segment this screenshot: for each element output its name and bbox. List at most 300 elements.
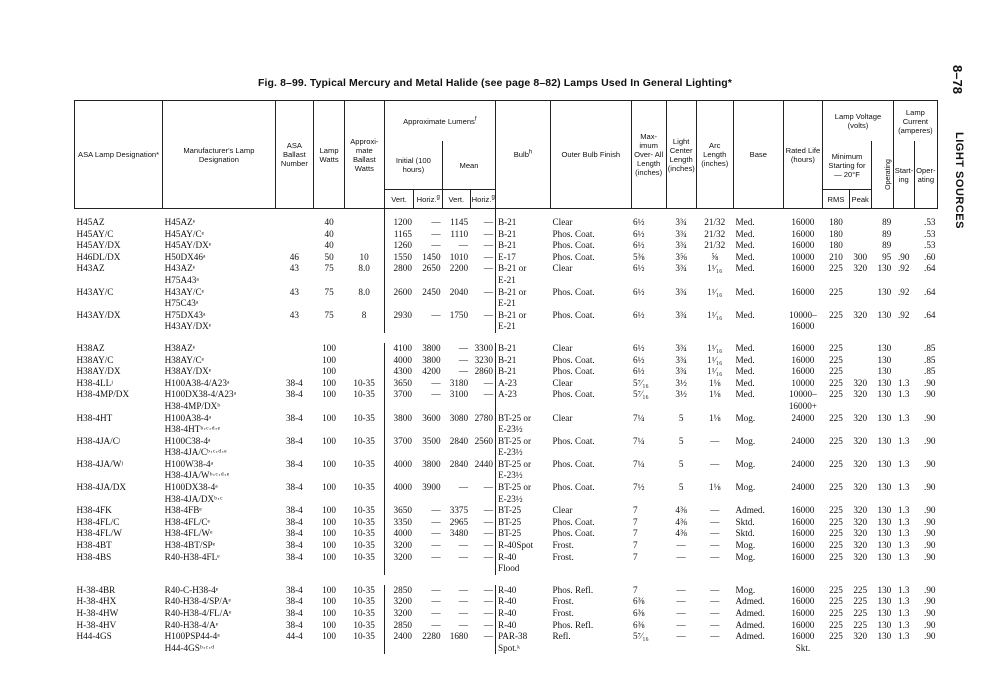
cell-initial-horiz: — (431, 309, 441, 320)
cell-base (733, 494, 783, 506)
cell-rms: 210 (829, 251, 843, 262)
cell-manufacturer: R40-H38-4/Aᵉ (164, 619, 219, 630)
table-row (75, 447, 938, 459)
cell-ballast-watts (345, 494, 385, 506)
cell-oper-current: .90 (924, 596, 936, 607)
cell-asa-ballast (275, 470, 314, 482)
cell-lamp-watts (314, 298, 345, 310)
cell-lamp-watts: 100 (322, 482, 336, 493)
cell-start-current: 1.3 (897, 412, 910, 423)
cell-light-center: — (676, 584, 686, 595)
cell-arc-length: — (710, 584, 720, 595)
table-row (75, 540, 938, 552)
cell-oper-current: .90 (924, 631, 936, 642)
cell-mean-vert: 3375 (449, 505, 469, 516)
cell-light-center: — (676, 619, 686, 630)
cell-rated-life (783, 494, 823, 506)
cell-arc-length (696, 424, 733, 436)
cell-oper-current (914, 643, 937, 655)
cell-max-length: 5⁷⁄₁₆ (633, 377, 649, 388)
cell-rms (823, 401, 849, 413)
cell-rms: 225 (829, 309, 843, 320)
cell-max-length: 7 (633, 528, 638, 539)
cell-peak: 320 (853, 377, 868, 388)
cell-asa-lamp: H-38-4HW (76, 608, 119, 618)
table-row (75, 298, 938, 310)
cell-bulb: A-23 (495, 389, 550, 401)
cell-start-current (893, 275, 914, 287)
cell-arc-length: — (710, 619, 720, 630)
cell-max-length: 5⁷⁄₁₆ (633, 389, 649, 400)
cell-rated-life: 16000 (791, 619, 815, 630)
cell-lamp-watts: 100 (322, 435, 336, 446)
cell-light-center: 3¾ (675, 228, 687, 239)
cell-outer-bulb: Phos. Coat. (552, 354, 595, 365)
table-row (75, 620, 938, 632)
cell-oper-current: .53 (924, 228, 936, 239)
cell-max-length: 5⅜ (633, 251, 645, 262)
cell-rms: 180 (829, 240, 843, 251)
cell-base: Med. (735, 366, 755, 377)
cell-start-current: .92 (897, 309, 910, 320)
cell-light-center: — (676, 631, 686, 642)
cell-outer-bulb: Clear (552, 217, 573, 227)
cell-initial-vert (384, 563, 414, 575)
cell-arc-length (696, 494, 733, 506)
cell-asa-lamp: H38-4FK (76, 505, 112, 516)
cell-initial-vert: 2400 (384, 631, 414, 643)
cell-max-length: 6½ (633, 228, 645, 239)
figure-title: Fig. 8–99. Typical Mercury and Metal Halide (see page 8–82) Lamps Used In General Lighting* (258, 77, 732, 89)
cell-rated-life: 16000 (791, 584, 815, 595)
cell-start-current (893, 229, 914, 241)
cell-mean-horiz: 3230 (474, 354, 493, 365)
cell-rated-life: 16000 (791, 240, 815, 251)
cell-base: Mog. (735, 540, 756, 551)
cell-mean-horiz (470, 424, 495, 436)
cell-initial-horiz: 1450 (422, 251, 441, 262)
cell-rated-life: 16000 (791, 551, 815, 562)
cell-mean-vert: — (458, 608, 469, 618)
table-row (75, 552, 938, 564)
cell-asa-lamp: H46DL/DX (76, 251, 121, 262)
cell-peak (849, 355, 871, 367)
cell-outer-bulb: Clear (552, 412, 573, 423)
cell-ballast-watts: 10-35 (353, 631, 375, 642)
cell-outer-bulb: Clear (552, 342, 573, 353)
cell-start-current: 1.3 (897, 540, 910, 551)
cell-asa-lamp: H38-4FL/W (76, 528, 122, 539)
cell-rms (823, 447, 849, 459)
cell-ballast-watts (345, 424, 385, 436)
cell-ballast-watts (345, 401, 385, 413)
cell-max-length (631, 447, 666, 459)
cell-rated-life (783, 298, 823, 310)
cell-light-center: 3¾ (675, 366, 687, 377)
cell-peak: 320 (853, 482, 868, 493)
cell-light-center: 4⅜ (675, 528, 687, 539)
cell-rated-life: 16000 (791, 217, 815, 227)
cell-initial-vert: 2600 (384, 287, 414, 299)
cell-mean-vert: — (458, 342, 469, 353)
cell-outer-bulb (551, 424, 631, 436)
cell-arc-length: ⅝ (711, 251, 719, 262)
cell-mean-horiz (470, 494, 495, 506)
cell-ballast-watts: 8.0 (358, 286, 370, 297)
header-base: Base (733, 101, 783, 209)
cell-arc-length: 1¹⁄₁₆ (707, 354, 723, 365)
cell-asa-ballast (275, 494, 314, 506)
cell-asa-lamp: H43AZ (76, 263, 105, 274)
cell-mean-vert: — (458, 482, 469, 493)
cell-max-length: 6½ (633, 309, 645, 320)
row-spacer (75, 333, 938, 343)
cell-initial-vert (384, 643, 414, 655)
cell-mean-horiz: — (483, 309, 493, 320)
cell-initial-horiz (414, 643, 443, 655)
header-peak: Peak (849, 190, 871, 209)
cell-ballast-watts (345, 229, 385, 241)
cell-rated-life: 16000+ (788, 400, 817, 411)
table-row (75, 608, 938, 620)
cell-rated-life: 16000 (791, 228, 815, 239)
cell-oper-current: .90 (924, 619, 936, 630)
cell-lamp-watts (314, 275, 345, 287)
cell-light-center: — (676, 551, 686, 562)
cell-mean-horiz: — (483, 608, 493, 618)
cell-outer-bulb: Phos. Coat. (552, 228, 595, 239)
cell-peak: 320 (853, 540, 868, 551)
cell-asa-lamp: H44-4GS (76, 631, 112, 642)
cell-initial-vert (384, 401, 414, 413)
cell-initial-vert (384, 494, 414, 506)
cell-operating: 130 (877, 309, 892, 320)
cell-asa-ballast (275, 229, 314, 241)
cell-light-center (666, 563, 696, 575)
cell-rated-life: 16000 (791, 366, 815, 377)
table-row (75, 459, 938, 471)
cell-initial-horiz: — (431, 505, 441, 516)
cell-peak: 320 (853, 516, 868, 527)
cell-bulb: B-21 (495, 209, 550, 229)
cell-rated-life: 16000 (791, 263, 815, 274)
cell-asa-ballast: 43 (289, 263, 299, 274)
cell-light-center: 3½ (675, 377, 687, 388)
cell-oper-current: .90 (924, 412, 936, 423)
table-row (75, 287, 938, 299)
cell-mean-horiz: — (483, 528, 493, 539)
cell-mean-vert: 3480 (449, 528, 469, 539)
cell-base: Mog. (735, 412, 756, 423)
header-lamp-watts: Lamp Watts (314, 101, 345, 209)
cell-oper-current (914, 275, 937, 287)
cell-rms (823, 563, 849, 575)
cell-ballast-watts (345, 563, 385, 575)
cell-mean-horiz: — (483, 263, 493, 274)
cell-mean-horiz: 2780 (474, 412, 493, 423)
cell-lamp-watts (314, 643, 345, 655)
cell-lamp-watts: 100 (322, 505, 336, 516)
cell-max-length: 6⅜ (633, 608, 645, 618)
cell-max-length: 6½ (633, 366, 645, 377)
cell-light-center: 3⅝ (675, 251, 687, 262)
cell-rated-life: 16000 (791, 596, 815, 607)
table-row (75, 643, 938, 655)
cell-asa-ballast: 38-4 (285, 412, 303, 423)
cell-light-center (666, 275, 696, 287)
cell-initial-vert: 2800 (384, 263, 414, 275)
cell-start-current (893, 470, 914, 482)
cell-oper-current (914, 424, 937, 436)
cell-initial-horiz: 4200 (422, 366, 441, 377)
cell-arc-length: — (710, 435, 720, 446)
header-manufacturer: Manufacturer's Lamp Designation (163, 101, 275, 209)
cell-rms (823, 321, 849, 333)
cell-start-current: 1.3 (897, 505, 910, 516)
cell-manufacturer: H100PSP44-4ᵃ (164, 631, 220, 642)
cell-rated-life (783, 424, 823, 436)
cell-operating: 89 (882, 240, 892, 251)
cell-asa-lamp: H38-4JA/Wʲ (76, 458, 123, 469)
cell-manufacturer: H43AY/Cᵉ (164, 286, 204, 297)
cell-light-center (666, 643, 696, 655)
cell-oper-current: .90 (924, 435, 936, 446)
cell-light-center: 5 (678, 435, 684, 446)
cell-ballast-watts: 8.0 (358, 263, 370, 274)
cell-initial-horiz (414, 424, 443, 436)
cell-bulb: E-21 (495, 321, 550, 333)
table-row (75, 378, 938, 390)
cell-initial-vert: 3200 (384, 608, 414, 620)
cell-oper-current: .90 (924, 528, 936, 539)
cell-base: Med. (735, 342, 755, 353)
table-row (75, 505, 938, 517)
cell-mean-horiz: — (483, 596, 493, 607)
cell-oper-current: .90 (924, 516, 936, 527)
cell-mean-horiz: — (483, 251, 493, 262)
cell-manufacturer: H100A38-4/A23ᵃ (164, 377, 230, 388)
cell-arc-length: — (710, 516, 720, 527)
cell-asa-lamp: H45AY/DX (76, 240, 121, 251)
cell-rms (823, 424, 849, 436)
cell-arc-length (696, 643, 733, 655)
cell-oper-current (914, 321, 937, 333)
cell-outer-bulb: Phos. Coat. (552, 309, 595, 320)
cell-initial-horiz: — (431, 516, 441, 527)
cell-base: Med. (735, 251, 755, 262)
cell-outer-bulb (551, 643, 631, 655)
cell-asa-ballast (275, 298, 314, 310)
cell-asa-ballast: 38-4 (285, 584, 303, 595)
cell-rms: 225 (829, 619, 843, 630)
table-row (75, 631, 938, 643)
cell-operating: 130 (877, 458, 892, 469)
cell-oper-current: .90 (924, 540, 936, 551)
cell-operating: 130 (877, 540, 892, 551)
table-body (75, 209, 938, 655)
cell-arc-length: 1⅛ (709, 377, 721, 388)
cell-manufacturer: H38-4FBᵉ (164, 505, 202, 516)
cell-manufacturer: H75C43ᵃ (164, 298, 199, 309)
cell-asa-lamp: H38-4FL/C (76, 516, 120, 527)
cell-arc-length: — (710, 631, 720, 642)
header-mean: Mean (443, 141, 496, 190)
cell-outer-bulb: Phos. Coat. (552, 516, 595, 527)
cell-mean-horiz: — (483, 286, 493, 297)
cell-mean-vert: — (458, 366, 469, 377)
cell-initial-vert: 3700 (384, 436, 414, 448)
cell-base: Mog. (735, 435, 756, 446)
cell-base: Mog. (735, 551, 756, 562)
cell-outer-bulb (551, 401, 631, 413)
cell-start-current (893, 343, 914, 355)
cell-rms: 225 (829, 366, 843, 377)
cell-initial-vert: 2930 (384, 310, 414, 322)
cell-base: Med. (735, 309, 755, 320)
cell-oper-current: .64 (924, 309, 936, 320)
cell-initial-horiz: 3800 (422, 458, 441, 469)
table-row (75, 252, 938, 264)
cell-mean-vert: — (458, 584, 469, 595)
header-starting: Start- ing (893, 141, 914, 209)
cell-outer-bulb: Phos. Coat. (552, 435, 595, 446)
cell-manufacturer: H38-4JA/Wᵇ·ᶜ·ᵈ·ᵉ (164, 470, 230, 481)
cell-mean-vert (443, 470, 471, 482)
cell-bulb: R-40 (495, 585, 550, 597)
cell-bulb: BT-25 (495, 528, 550, 540)
cell-outer-bulb: Frost. (552, 596, 574, 607)
cell-mean-horiz (470, 298, 495, 310)
cell-asa-ballast: 38-4 (285, 608, 303, 618)
cell-arc-length: 21/32 (704, 217, 726, 227)
cell-ballast-watts: 10-35 (353, 596, 375, 607)
cell-rated-life (783, 447, 823, 459)
cell-ballast-watts: 8 (361, 309, 367, 320)
cell-start-current: 1.3 (897, 608, 910, 618)
cell-operating: 95 (882, 251, 892, 262)
cell-lamp-watts: 100 (322, 551, 336, 562)
table-row (75, 470, 938, 482)
cell-arc-length: 1¹⁄₁₆ (707, 309, 723, 320)
cell-outer-bulb: Clear (552, 377, 573, 388)
cell-outer-bulb (551, 563, 631, 575)
cell-initial-horiz: 3500 (422, 435, 441, 446)
cell-base (733, 321, 783, 333)
cell-bulb: B-21 (495, 229, 550, 241)
cell-peak: 225 (853, 596, 868, 607)
cell-ballast-watts (345, 355, 385, 367)
cell-oper-current: .60 (924, 251, 936, 262)
cell-initial-vert: 2850 (384, 585, 414, 597)
table-row (75, 355, 938, 367)
table-row (75, 517, 938, 529)
cell-base: Med. (735, 228, 755, 239)
cell-operating: 130 (877, 389, 892, 400)
cell-lamp-watts: 100 (322, 516, 336, 527)
cell-ballast-watts: 10 (359, 251, 369, 262)
cell-lamp-watts (314, 321, 345, 333)
cell-peak: 300 (853, 251, 868, 262)
cell-base: Med. (735, 217, 755, 227)
cell-manufacturer (163, 563, 275, 575)
cell-base: Mog. (735, 458, 756, 469)
cell-manufacturer: H50DX46ᵃ (164, 251, 206, 262)
cell-rated-life: 16000 (791, 516, 815, 527)
cell-asa-lamp (75, 321, 163, 333)
cell-arc-length: — (710, 505, 720, 516)
cell-bulb: B-21 (495, 343, 550, 355)
cell-rms: 225 (829, 354, 843, 365)
cell-initial-horiz: — (431, 217, 441, 227)
cell-initial-horiz (414, 447, 443, 459)
cell-max-length: 7 (633, 551, 638, 562)
cell-bulb: R-40 (495, 596, 550, 608)
cell-outer-bulb: Phos. Coat. (552, 366, 595, 377)
cell-mean-horiz: — (483, 389, 493, 400)
cell-max-length (631, 424, 666, 436)
header-initial-horiz: Horiz.$^g$ (414, 190, 443, 209)
cell-operating (871, 494, 893, 506)
cell-light-center (666, 494, 696, 506)
cell-initial-vert: 4000 (384, 528, 414, 540)
cell-asa-lamp: H38-4LLʲ (76, 377, 113, 388)
cell-ballast-watts: 10-35 (353, 551, 375, 562)
cell-operating (871, 643, 893, 655)
cell-oper-current: .53 (924, 240, 936, 251)
cell-oper-current (914, 401, 937, 413)
cell-lamp-watts: 100 (322, 366, 336, 377)
cell-rms: 225 (829, 540, 843, 551)
cell-manufacturer: H75A43ᵃ (164, 274, 199, 285)
cell-lamp-watts: 100 (322, 584, 336, 595)
cell-arc-length: — (710, 528, 720, 539)
cell-light-center: 3¾ (675, 217, 687, 227)
cell-light-center (666, 298, 696, 310)
cell-mean-vert (443, 563, 471, 575)
cell-base: Med. (735, 354, 755, 365)
cell-rms: 225 (829, 528, 843, 539)
cell-ballast-watts: 10-35 (353, 505, 375, 516)
cell-ballast-watts: 10-35 (353, 482, 375, 493)
cell-mean-horiz (470, 470, 495, 482)
cell-peak (849, 447, 871, 459)
cell-asa-ballast: 44-4 (285, 631, 303, 642)
cell-asa-lamp (75, 447, 163, 459)
cell-light-center: 4⅜ (675, 505, 687, 516)
cell-bulb: Flood (495, 563, 550, 575)
header-asa-lamp: ASA Lamp Designation* (75, 101, 163, 209)
cell-peak (849, 321, 871, 333)
cell-ballast-watts: 10-35 (353, 528, 375, 539)
cell-asa-ballast (275, 401, 314, 413)
cell-manufacturer: H44-4GSᵇ·ᶜ·ᵈ (164, 642, 215, 653)
cell-rms: 225 (829, 551, 843, 562)
cell-operating: 130 (877, 354, 892, 365)
cell-rms (823, 643, 849, 655)
cell-base: Med. (735, 286, 755, 297)
cell-initial-horiz (414, 470, 443, 482)
cell-ballast-watts (345, 275, 385, 287)
cell-rms (823, 470, 849, 482)
cell-base (733, 275, 783, 287)
cell-manufacturer: R40-H38-4/SP/Aᵉ (164, 596, 231, 607)
cell-initial-vert: 4000 (384, 459, 414, 471)
cell-base: Sktd. (735, 528, 755, 539)
cell-asa-ballast (275, 366, 314, 378)
cell-initial-horiz: 2650 (422, 263, 441, 274)
cell-start-current: 1.3 (897, 584, 910, 595)
cell-lamp-watts: 100 (322, 619, 336, 630)
